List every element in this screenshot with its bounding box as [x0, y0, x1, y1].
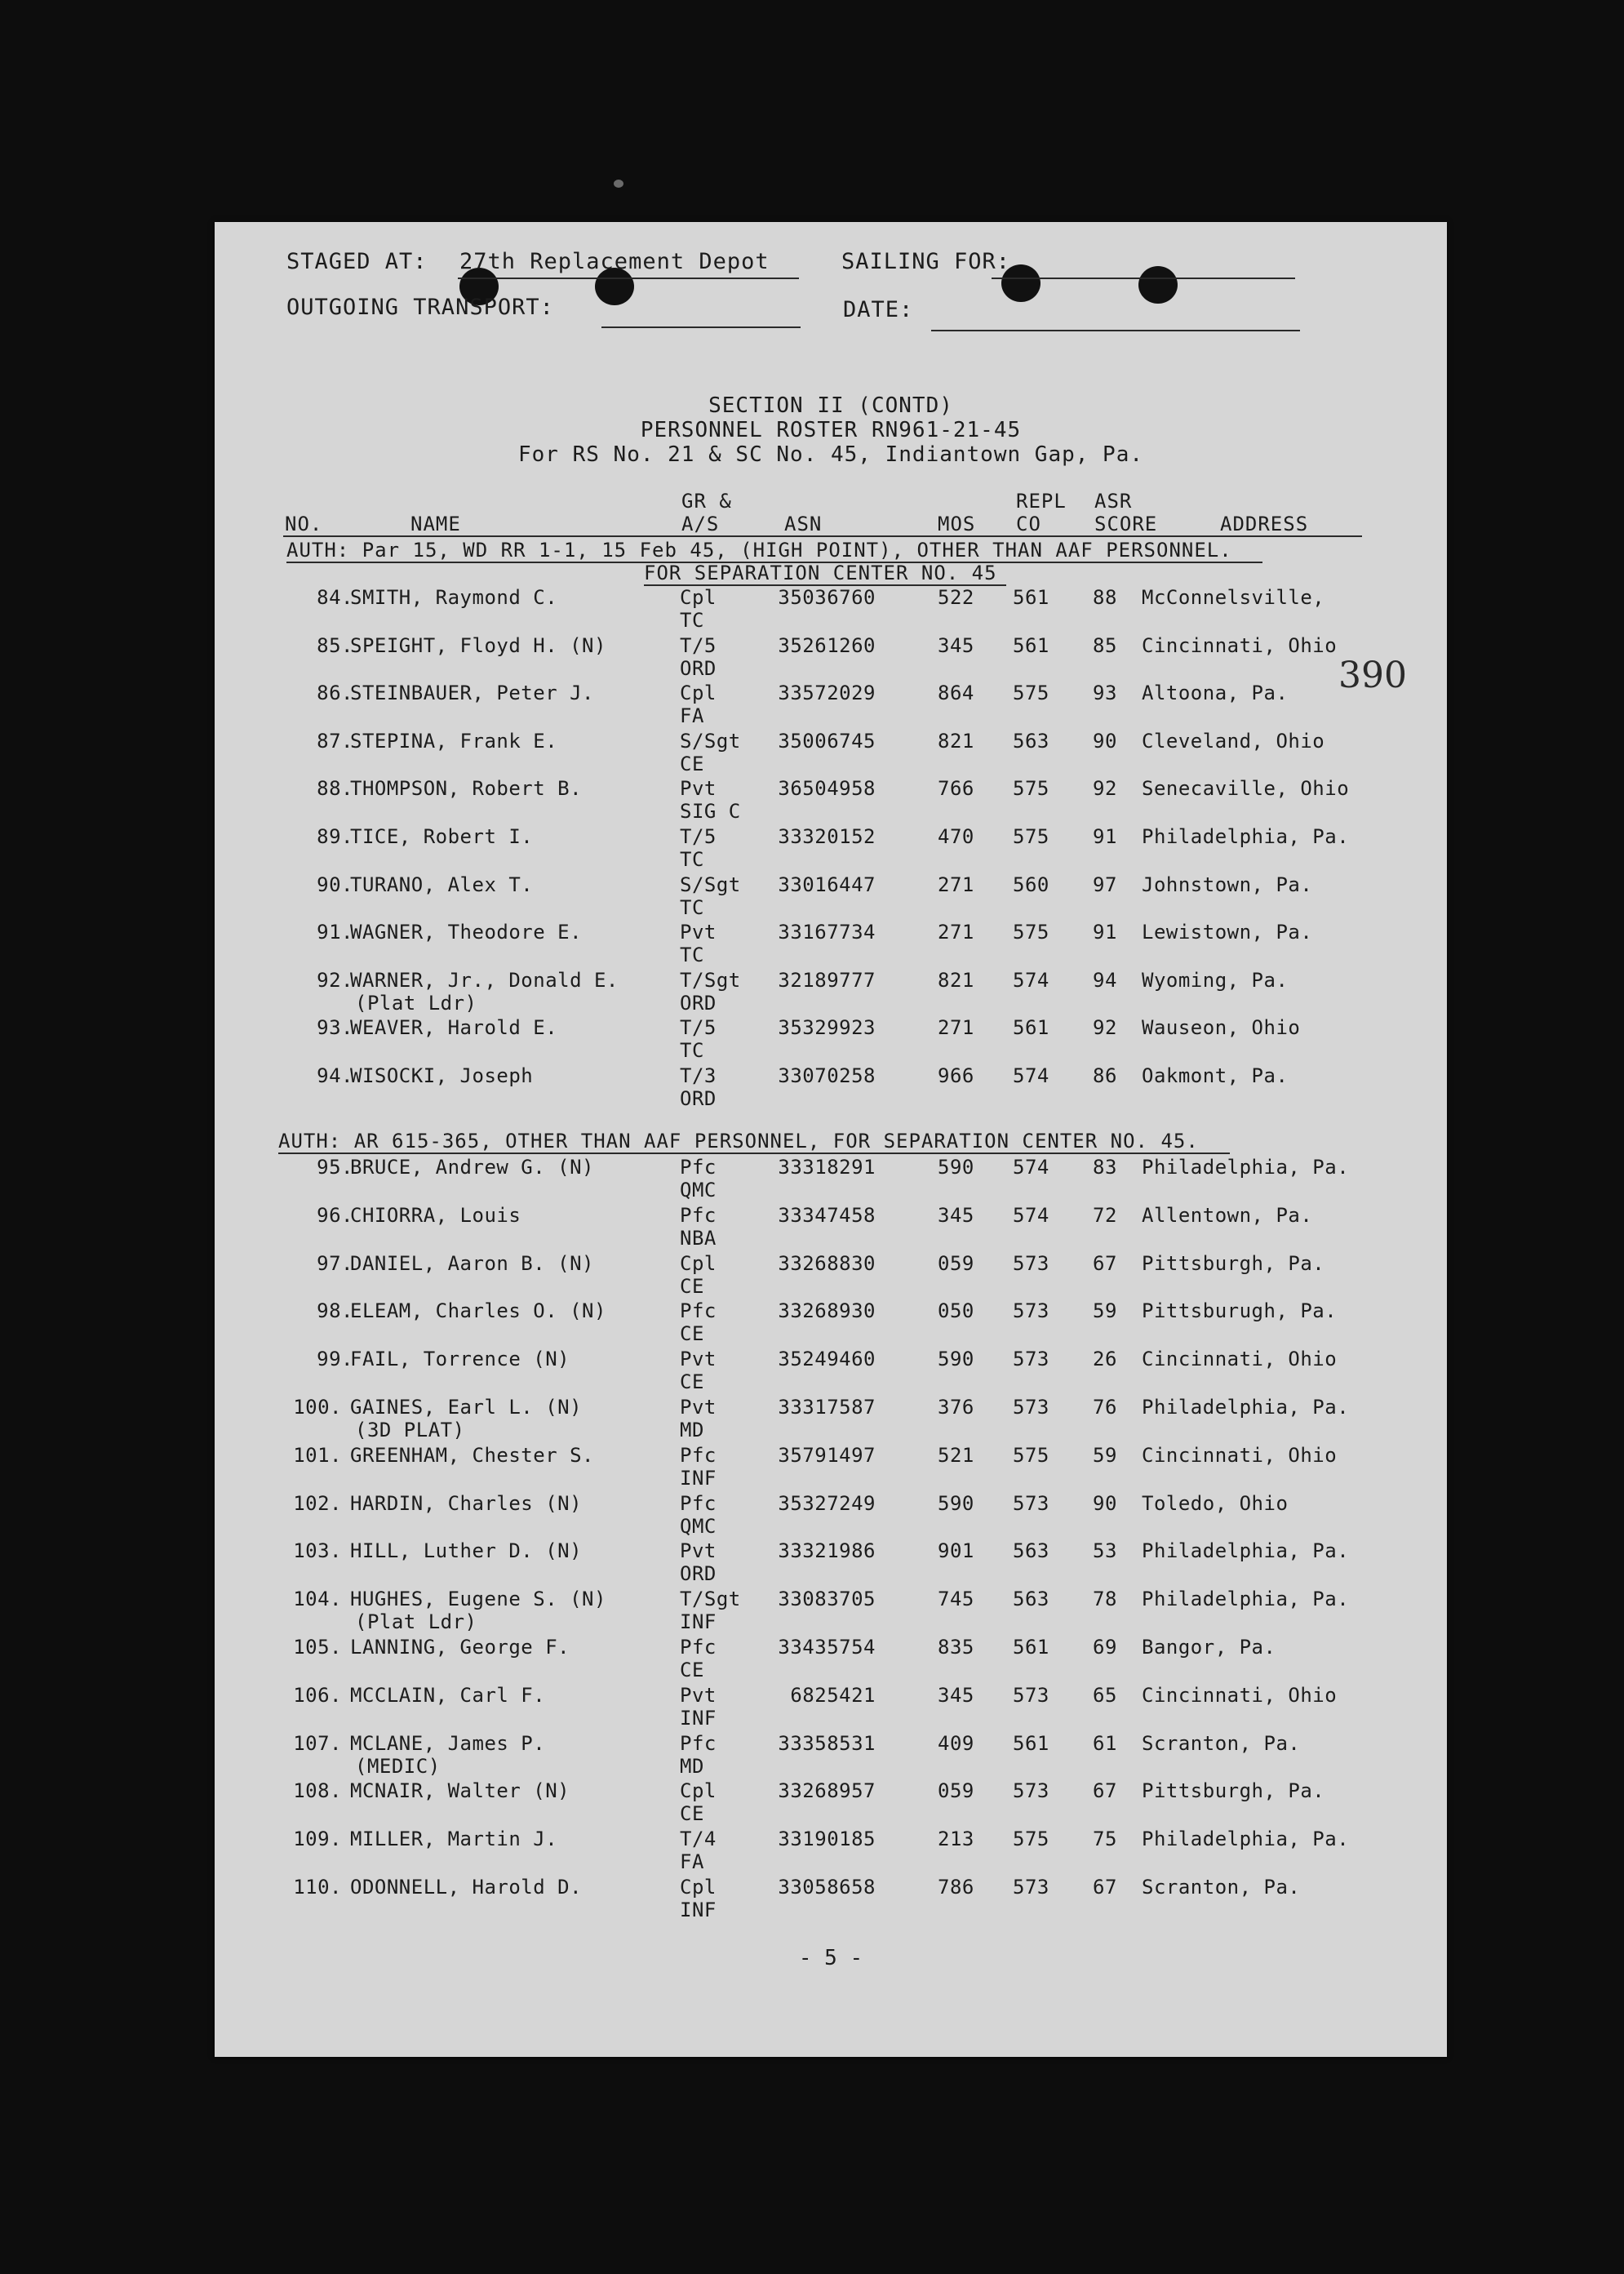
arm-of-service: TC	[680, 944, 704, 967]
row-number: 101.	[293, 1443, 342, 1467]
arm-of-service: TC	[680, 848, 704, 871]
staged-at-value: 27th Replacement Depot	[459, 249, 770, 274]
page-number: - 5 -	[798, 1946, 863, 1970]
row-number: 97.	[317, 1251, 353, 1275]
arm-of-service: ORD	[680, 991, 717, 1015]
asr-score: 67	[1093, 1251, 1117, 1275]
col-repl-top: REPL	[1016, 490, 1067, 513]
home-address: Pittsburugh, Pa.	[1142, 1299, 1338, 1323]
col-gr-top: GR &	[681, 490, 732, 513]
col-mos: MOS	[938, 513, 976, 535]
mos-code: 590	[938, 1348, 974, 1371]
grade: Pfc	[680, 1636, 717, 1659]
date-underline	[931, 330, 1300, 331]
arm-of-service: CE	[680, 1659, 704, 1681]
army-serial-number: 33358531	[778, 1731, 876, 1755]
home-address: Philadelphia, Pa.	[1142, 1828, 1350, 1851]
outgoing-transport-label: OUTGOING TRANSPORT:	[286, 295, 554, 320]
asr-score: 92	[1093, 1016, 1117, 1040]
army-serial-number: 33320152	[778, 825, 876, 848]
grade: Pvt	[680, 921, 717, 944]
home-address: Pittsburgh, Pa.	[1142, 1251, 1325, 1275]
soldier-name: WARNER, Jr., Donald E.	[350, 968, 619, 992]
replacement-company: 574	[1013, 1203, 1049, 1227]
home-address: Philadelphia, Pa.	[1142, 1539, 1350, 1563]
roster-title: PERSONNEL ROSTER RN961-21-45	[640, 418, 1022, 442]
mos-code: 786	[938, 1876, 974, 1899]
grade: Pfc	[680, 1491, 717, 1515]
auth-line-separation-center: FOR SEPARATION CENTER NO. 45	[644, 562, 997, 584]
arm-of-service: ORD	[680, 1562, 717, 1586]
roster-subtitle: For RS No. 21 & SC No. 45, Indiantown Gap, Pa.	[517, 442, 1144, 467]
col-asn: ASN	[784, 513, 823, 535]
army-serial-number: 35006745	[778, 729, 876, 753]
replacement-company: 563	[1013, 729, 1049, 753]
replacement-company: 575	[1013, 825, 1049, 848]
row-number: 105.	[293, 1636, 342, 1659]
grade: Pfc	[680, 1443, 717, 1467]
replacement-company: 563	[1013, 1588, 1049, 1611]
arm-of-service: CE	[680, 752, 704, 775]
auth-ar-underline	[278, 1153, 1230, 1154]
home-address: Bangor, Pa.	[1142, 1636, 1276, 1659]
soldier-name: HARDIN, Charles (N)	[350, 1491, 583, 1515]
soldier-name: MCLANE, James P.	[350, 1731, 546, 1755]
row-number: 92.	[317, 968, 353, 992]
army-serial-number: 33435754	[778, 1636, 876, 1659]
asr-score: 75	[1093, 1828, 1117, 1851]
replacement-company: 561	[1013, 1636, 1049, 1659]
grade: T/4	[680, 1828, 717, 1851]
army-serial-number: 6825421	[790, 1683, 876, 1707]
mos-code: 271	[938, 921, 974, 944]
grade: Pfc	[680, 1731, 717, 1755]
asr-score: 85	[1093, 633, 1117, 657]
mos-code: 059	[938, 1779, 974, 1803]
arm-of-service: INF	[680, 1706, 717, 1730]
mos-code: 590	[938, 1491, 974, 1515]
grade: Pvt	[680, 1396, 717, 1419]
grade: T/3	[680, 1064, 717, 1087]
grade: Cpl	[680, 1876, 717, 1899]
soldier-name: ELEAM, Charles O. (N)	[350, 1299, 606, 1323]
army-serial-number: 33347458	[778, 1203, 876, 1227]
col-address: ADDRESS	[1220, 513, 1309, 535]
replacement-company: 574	[1013, 1156, 1049, 1179]
arm-of-service: CE	[680, 1274, 704, 1298]
arm-of-service: FA	[680, 1850, 704, 1874]
army-serial-number: 35261260	[778, 633, 876, 657]
sailing-for-label: SAILING FOR:	[841, 249, 1011, 274]
home-address: Lewistown, Pa.	[1142, 921, 1313, 944]
arm-of-service: ORD	[680, 656, 717, 680]
dust-speck	[614, 180, 623, 188]
row-number: 95.	[317, 1156, 353, 1179]
soldier-name: LANNING, George F.	[350, 1636, 570, 1659]
asr-score: 59	[1093, 1443, 1117, 1467]
army-serial-number: 33318291	[778, 1156, 876, 1179]
mos-code: 409	[938, 1731, 974, 1755]
replacement-company: 574	[1013, 968, 1049, 992]
soldier-name: WISOCKI, Joseph	[350, 1064, 534, 1087]
soldier-name: HILL, Luther D. (N)	[350, 1539, 583, 1563]
auth-line-ar-615-365: AUTH: AR 615-365, OTHER THAN AAF PERSONNEL, FOR SEPARATION CENTER NO. 45.	[278, 1130, 1199, 1153]
army-serial-number: 35036760	[778, 586, 876, 609]
mos-code: 271	[938, 1016, 974, 1040]
grade: T/Sgt	[680, 968, 741, 992]
row-number: 93.	[317, 1016, 353, 1040]
home-address: Allentown, Pa.	[1142, 1203, 1313, 1227]
home-address: Philadelphia, Pa.	[1142, 1396, 1350, 1419]
arm-of-service: QMC	[680, 1179, 717, 1201]
asr-score: 83	[1093, 1156, 1117, 1179]
asr-score: 91	[1093, 825, 1117, 848]
arm-of-service: TC	[680, 895, 704, 919]
replacement-company: 575	[1013, 777, 1049, 801]
army-serial-number: 35249460	[778, 1348, 876, 1371]
army-serial-number: 33083705	[778, 1588, 876, 1611]
grade: S/Sgt	[680, 729, 741, 753]
date-label: DATE:	[843, 297, 914, 322]
asr-score: 65	[1093, 1683, 1117, 1707]
asr-score: 26	[1093, 1348, 1117, 1371]
replacement-company: 575	[1013, 682, 1049, 705]
asr-score: 90	[1093, 1491, 1117, 1515]
arm-of-service: ORD	[680, 1087, 717, 1110]
grade: Pfc	[680, 1156, 717, 1179]
asr-score: 69	[1093, 1636, 1117, 1659]
row-number: 90.	[317, 873, 353, 896]
mos-code: 521	[938, 1443, 974, 1467]
replacement-company: 561	[1013, 1731, 1049, 1755]
army-serial-number: 35327249	[778, 1491, 876, 1515]
army-serial-number: 35329923	[778, 1016, 876, 1040]
soldier-name: CHIORRA, Louis	[350, 1203, 521, 1227]
arm-of-service: INF	[680, 1899, 717, 1921]
army-serial-number: 33317587	[778, 1396, 876, 1419]
soldier-name: BRUCE, Andrew G. (N)	[350, 1156, 594, 1179]
mos-code: 345	[938, 633, 974, 657]
row-number: 103.	[293, 1539, 342, 1563]
soldier-name: STEPINA, Frank E.	[350, 729, 558, 753]
soldier-name: THOMPSON, Robert B.	[350, 777, 583, 801]
asr-score: 67	[1093, 1779, 1117, 1803]
soldier-name: WEAVER, Harold E.	[350, 1016, 558, 1040]
army-serial-number: 33321986	[778, 1539, 876, 1563]
mos-code: 821	[938, 968, 974, 992]
row-number: 85.	[317, 633, 353, 657]
col-asr-top: ASR	[1094, 490, 1133, 513]
row-number: 94.	[317, 1064, 353, 1087]
arm-of-service: INF	[680, 1466, 717, 1490]
home-address: Johnstown, Pa.	[1142, 873, 1313, 896]
col-score: SCORE	[1094, 513, 1158, 535]
home-address: Wyoming, Pa.	[1142, 968, 1289, 992]
replacement-company: 573	[1013, 1396, 1049, 1419]
soldier-name: STEINBAUER, Peter J.	[350, 682, 594, 705]
replacement-company: 573	[1013, 1779, 1049, 1803]
arm-of-service: TC	[680, 609, 704, 632]
mos-code: 966	[938, 1064, 974, 1087]
replacement-company: 573	[1013, 1299, 1049, 1323]
home-address: Cincinnati, Ohio	[1142, 1683, 1338, 1707]
home-address: Scranton, Pa.	[1142, 1731, 1301, 1755]
outgoing-transport-underline	[601, 326, 801, 328]
grade: Cpl	[680, 682, 717, 705]
asr-score: 91	[1093, 921, 1117, 944]
soldier-name: TURANO, Alex T.	[350, 873, 534, 896]
mos-code: 835	[938, 1636, 974, 1659]
soldier-name: MILLER, Martin J.	[350, 1828, 558, 1851]
arm-of-service: CE	[680, 1802, 704, 1826]
row-number: 89.	[317, 825, 353, 848]
soldier-name: WAGNER, Theodore E.	[350, 921, 583, 944]
row-number: 84.	[317, 586, 353, 609]
row-number: 87.	[317, 729, 353, 753]
soldier-name: DANIEL, Aaron B. (N)	[350, 1251, 594, 1275]
army-serial-number: 33058658	[778, 1876, 876, 1899]
army-serial-number: 33070258	[778, 1064, 876, 1087]
army-serial-number: 35791497	[778, 1443, 876, 1467]
mos-code: 376	[938, 1396, 974, 1419]
mos-code: 059	[938, 1251, 974, 1275]
grade: Cpl	[680, 1779, 717, 1803]
mos-code: 345	[938, 1203, 974, 1227]
roster-page	[215, 222, 1447, 2057]
home-address: Cincinnati, Ohio	[1142, 1348, 1338, 1371]
army-serial-number: 33167734	[778, 921, 876, 944]
row-number: 107.	[293, 1731, 342, 1755]
replacement-company: 573	[1013, 1251, 1049, 1275]
asr-score: 93	[1093, 682, 1117, 705]
auth-line-high-point: AUTH: Par 15, WD RR 1-1, 15 Feb 45, (HIGH POINT), OTHER THAN AAF PERSONNEL.	[286, 539, 1232, 562]
soldier-name: FAIL, Torrence (N)	[350, 1348, 570, 1371]
name-note: (3D PLAT)	[355, 1419, 465, 1441]
row-number: 98.	[317, 1299, 353, 1323]
mos-code: 590	[938, 1156, 974, 1179]
soldier-name: SPEIGHT, Floyd H. (N)	[350, 633, 606, 657]
grade: T/5	[680, 633, 717, 657]
staged-at-underline	[458, 278, 799, 279]
asr-score: 76	[1093, 1396, 1117, 1419]
home-address: Altoona, Pa.	[1142, 682, 1289, 705]
replacement-company: 561	[1013, 1016, 1049, 1040]
arm-of-service: INF	[680, 1610, 717, 1634]
grade: Cpl	[680, 586, 717, 609]
mos-code: 901	[938, 1539, 974, 1563]
replacement-company: 575	[1013, 1443, 1049, 1467]
home-address: Cincinnati, Ohio	[1142, 633, 1338, 657]
replacement-company: 573	[1013, 1348, 1049, 1371]
col-no: NO.	[285, 513, 323, 535]
sailing-for-underline	[992, 278, 1295, 279]
grade: Pvt	[680, 1539, 717, 1563]
grade: Pvt	[680, 1683, 717, 1707]
home-address: McConnelsville,	[1142, 586, 1325, 609]
asr-score: 53	[1093, 1539, 1117, 1563]
grade: T/Sgt	[680, 1588, 741, 1611]
row-number: 88.	[317, 777, 353, 801]
grade: Cpl	[680, 1251, 717, 1275]
name-note: (Plat Ldr)	[355, 991, 477, 1015]
row-number: 91.	[317, 921, 353, 944]
home-address: Cincinnati, Ohio	[1142, 1443, 1338, 1467]
soldier-name: MCCLAIN, Carl F.	[350, 1683, 546, 1707]
mos-code: 271	[938, 873, 974, 896]
asr-score: 61	[1093, 1731, 1117, 1755]
row-number: 99.	[317, 1348, 353, 1371]
mos-code: 864	[938, 682, 974, 705]
mos-code: 213	[938, 1828, 974, 1851]
col-name: NAME	[410, 513, 461, 535]
row-number: 108.	[293, 1779, 342, 1803]
replacement-company: 561	[1013, 586, 1049, 609]
arm-of-service: MD	[680, 1419, 704, 1441]
replacement-company: 575	[1013, 1828, 1049, 1851]
section-title: SECTION II (CONTD)	[708, 393, 953, 418]
mos-code: 821	[938, 729, 974, 753]
home-address: Toledo, Ohio	[1142, 1491, 1289, 1515]
home-address: Senecaville, Ohio	[1142, 777, 1350, 801]
soldier-name: TICE, Robert I.	[350, 825, 534, 848]
asr-score: 86	[1093, 1064, 1117, 1087]
soldier-name: HUGHES, Eugene S. (N)	[350, 1588, 606, 1611]
arm-of-service: CE	[680, 1370, 704, 1394]
mos-code: 470	[938, 825, 974, 848]
arm-of-service: SIG C	[680, 800, 741, 824]
row-number: 104.	[293, 1588, 342, 1611]
row-number: 86.	[317, 682, 353, 705]
name-note: (MEDIC)	[355, 1754, 441, 1778]
replacement-company: 563	[1013, 1539, 1049, 1563]
army-serial-number: 33190185	[778, 1828, 876, 1851]
army-serial-number: 32189777	[778, 968, 876, 992]
arm-of-service: NBA	[680, 1226, 717, 1250]
soldier-name: MCNAIR, Walter (N)	[350, 1779, 570, 1803]
grade: Pvt	[680, 777, 717, 801]
grade: T/5	[680, 1016, 717, 1040]
army-serial-number: 36504958	[778, 777, 876, 801]
home-address: Scranton, Pa.	[1142, 1876, 1301, 1899]
replacement-company: 574	[1013, 1064, 1049, 1087]
replacement-company: 560	[1013, 873, 1049, 896]
mos-code: 050	[938, 1299, 974, 1323]
home-address: Wauseon, Ohio	[1142, 1016, 1301, 1040]
home-address: Philadelphia, Pa.	[1142, 1588, 1350, 1611]
row-number: 109.	[293, 1828, 342, 1851]
army-serial-number: 33268830	[778, 1251, 876, 1275]
grade: Pfc	[680, 1203, 717, 1227]
row-number: 100.	[293, 1396, 342, 1419]
punch-hole	[1138, 266, 1178, 304]
arm-of-service: TC	[680, 1039, 704, 1063]
mos-code: 745	[938, 1588, 974, 1611]
asr-score: 92	[1093, 777, 1117, 801]
row-number: 96.	[317, 1203, 353, 1227]
home-address: Philadelphia, Pa.	[1142, 1156, 1350, 1179]
mos-code: 522	[938, 586, 974, 609]
soldier-name: GAINES, Earl L. (N)	[350, 1396, 583, 1419]
home-address: Oakmont, Pa.	[1142, 1064, 1289, 1087]
soldier-name: SMITH, Raymond C.	[350, 586, 558, 609]
replacement-company: 573	[1013, 1683, 1049, 1707]
asr-score: 94	[1093, 968, 1117, 992]
asr-score: 59	[1093, 1299, 1117, 1323]
army-serial-number: 33572029	[778, 682, 876, 705]
sheet-stamp-number: 390	[1338, 655, 1407, 696]
asr-score: 67	[1093, 1876, 1117, 1899]
mos-code: 766	[938, 777, 974, 801]
asr-score: 88	[1093, 586, 1117, 609]
army-serial-number: 33016447	[778, 873, 876, 896]
staged-at-label: STAGED AT:	[286, 249, 428, 274]
mos-code: 345	[938, 1683, 974, 1707]
row-number: 106.	[293, 1683, 342, 1707]
arm-of-service: MD	[680, 1754, 704, 1778]
grade: Pvt	[680, 1348, 717, 1371]
col-repl-bottom: CO	[1016, 513, 1041, 535]
grade: S/Sgt	[680, 873, 741, 896]
asr-score: 72	[1093, 1203, 1117, 1227]
replacement-company: 573	[1013, 1876, 1049, 1899]
soldier-name: ODONNELL, Harold D.	[350, 1876, 583, 1899]
army-serial-number: 33268930	[778, 1299, 876, 1323]
asr-score: 90	[1093, 729, 1117, 753]
row-number: 102.	[293, 1491, 342, 1515]
name-note: (Plat Ldr)	[355, 1610, 477, 1634]
army-serial-number: 33268957	[778, 1779, 876, 1803]
arm-of-service: FA	[680, 704, 704, 728]
arm-of-service: CE	[680, 1322, 704, 1346]
replacement-company: 561	[1013, 633, 1049, 657]
grade: T/5	[680, 825, 717, 848]
column-header-rule	[283, 535, 1362, 537]
soldier-name: GREENHAM, Chester S.	[350, 1443, 594, 1467]
home-address: Philadelphia, Pa.	[1142, 825, 1350, 848]
replacement-company: 575	[1013, 921, 1049, 944]
grade: Pfc	[680, 1299, 717, 1323]
row-number: 110.	[293, 1876, 342, 1899]
asr-score: 97	[1093, 873, 1117, 896]
home-address: Cleveland, Ohio	[1142, 729, 1325, 753]
arm-of-service: QMC	[680, 1514, 717, 1538]
home-address: Pittsburgh, Pa.	[1142, 1779, 1325, 1803]
replacement-company: 573	[1013, 1491, 1049, 1515]
col-gr-bottom: A/S	[681, 513, 720, 535]
asr-score: 78	[1093, 1588, 1117, 1611]
